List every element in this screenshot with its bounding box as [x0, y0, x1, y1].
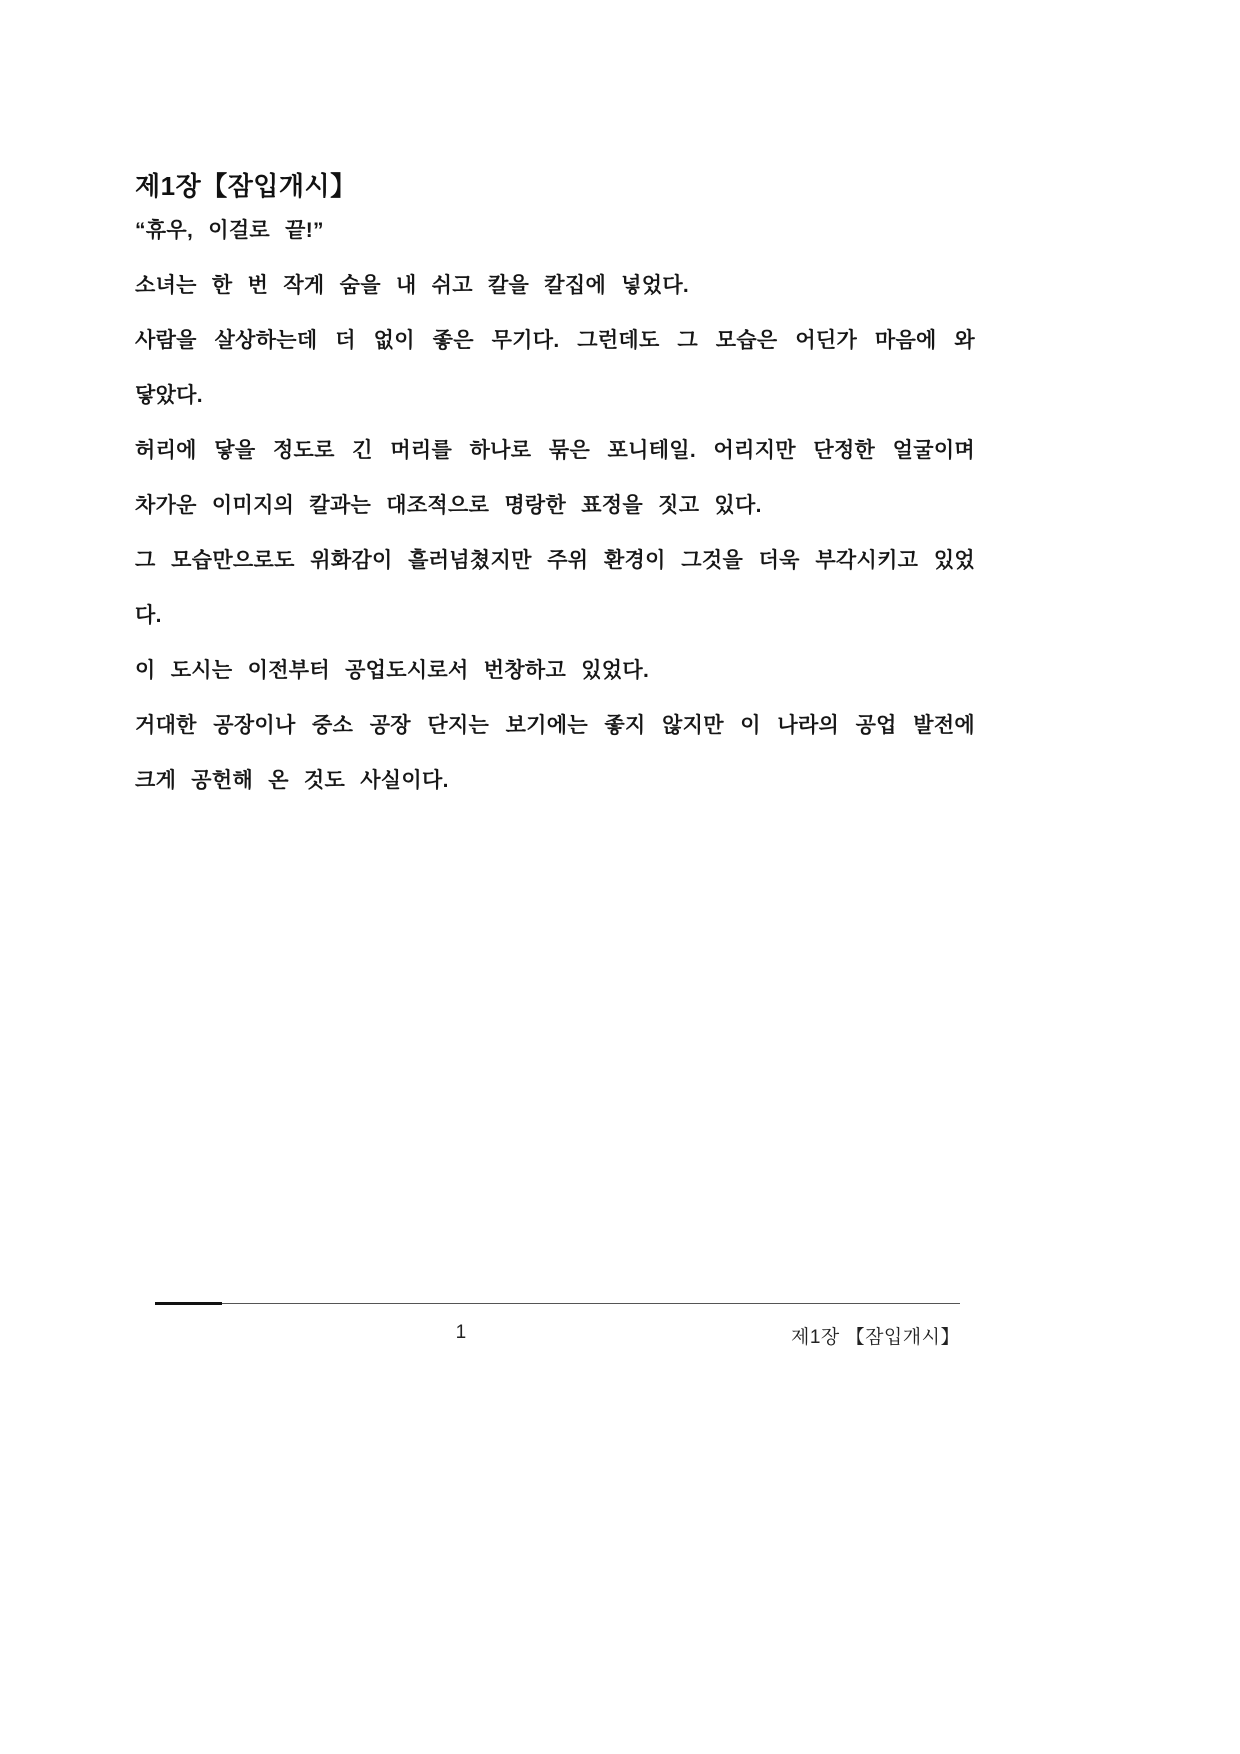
body-paragraph: 이 도시는 이전부터 공업도시로서 번창하고 있었다.	[135, 659, 650, 682]
page-footer	[155, 1303, 960, 1350]
page-content	[135, 0, 975, 808]
dialogue-line: “휴우, 이걸로 끝!”	[135, 219, 324, 242]
page-number: 1	[455, 1322, 467, 1343]
body-paragraph: 소녀는 한 번 작게 숨을 내 쉬고 칼을 칼집에 넣었다.	[135, 274, 690, 297]
body-paragraph: 그 모습만으로도 위화감이 흘러넘쳤지만 주위 환경이 그것을 더욱 부각시키고 있었다.	[135, 549, 975, 627]
chapter-title: 제1장【잠입개시】	[135, 171, 357, 201]
body-paragraph: 허리에 닿을 정도로 긴 머리를 하나로 묶은 포니테일. 어리지만 단정한 얼굴이며 차가운 이미지의 칼과는 대조적으로 명랑한 표정을 짓고 있다.	[135, 439, 975, 517]
footer-row	[155, 1322, 960, 1350]
footer-divider	[155, 1303, 960, 1304]
body-paragraph: 거대한 공장이나 중소 공장 단지는 보기에는 좋지 않지만 이 나라의 공업 발전에 크게 공헌해 온 것도 사실이다.	[135, 714, 975, 792]
body-paragraph: 사람을 살상하는데 더 없이 좋은 무기다. 그런데도 그 모습은 어딘가 마음에 와 닿았다.	[135, 329, 975, 407]
footer-divider-accent	[155, 1302, 222, 1305]
footer-chapter-label: 제1장 【잠입개시】	[791, 1327, 960, 1348]
